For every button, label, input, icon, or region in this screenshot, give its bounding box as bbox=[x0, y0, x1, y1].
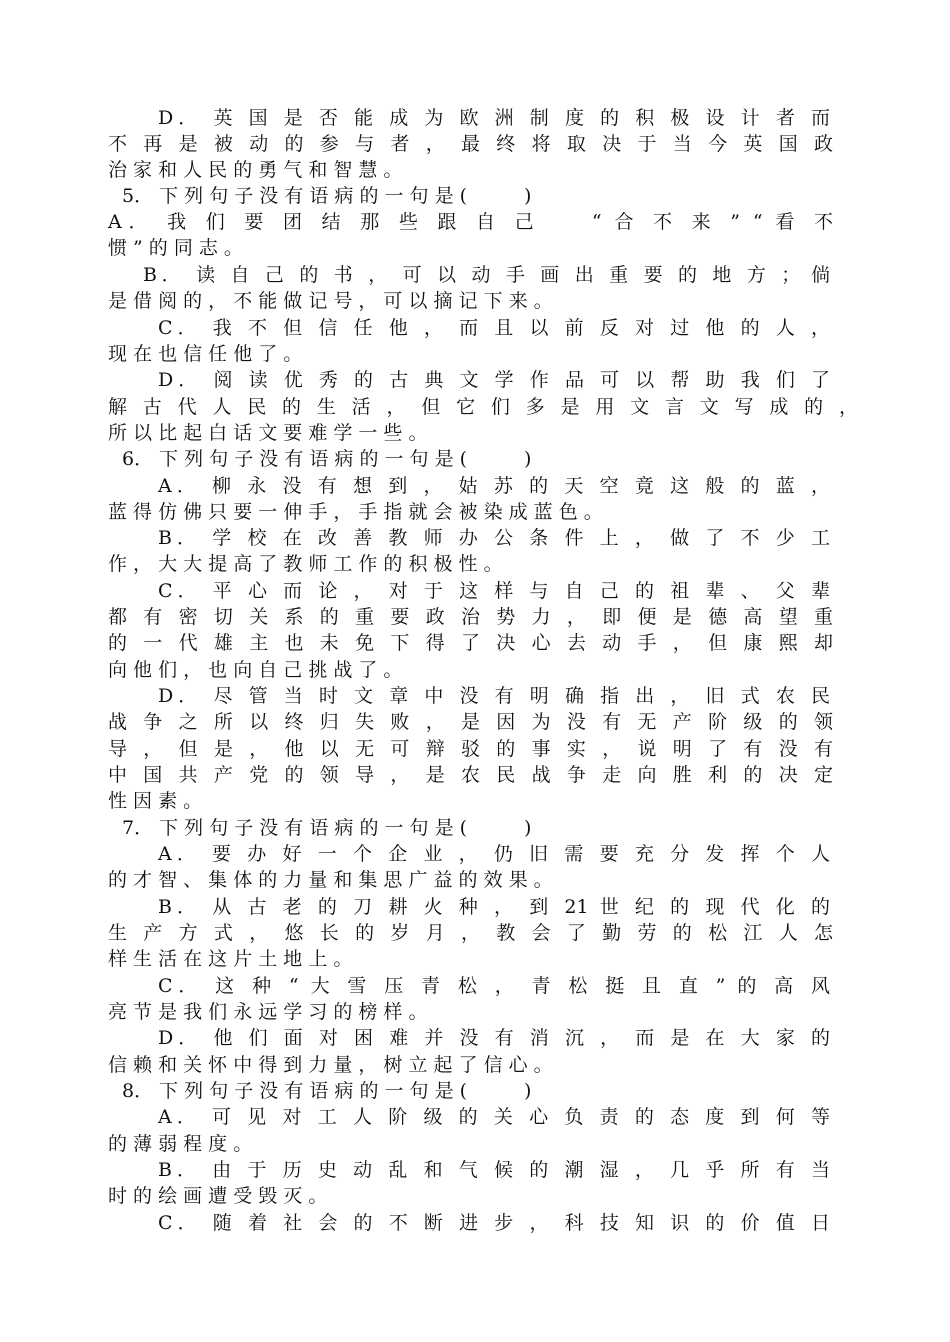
text-line: 向 他 们 ， 也 向 自 己 挑 战 了 。 bbox=[108, 659, 403, 681]
question-heading: 8． 下 列 句 子 没 有 语 病 的 一 句 是 ( ) bbox=[122, 1080, 532, 1102]
text-line: A． 要 办 好 一 个 企 业 ， 仍 旧 需 要 充 分 发 挥 个 人 bbox=[158, 843, 830, 865]
text-line: 导 ， 但 是 ， 他 以 无 可 辩 驳 的 事 实 ， 说 明 了 有 没 有 bbox=[108, 738, 833, 760]
text-line: 的 一 代 雄 主 也 未 免 下 得 了 决 心 去 动 手 ， 但 康 熙 却 bbox=[108, 632, 833, 654]
question-heading: 6． 下 列 句 子 没 有 语 病 的 一 句 是 ( ) bbox=[122, 448, 532, 470]
text-line: C． 平 心 而 论 ， 对 于 这 样 与 自 己 的 祖 辈 、 父 辈 bbox=[158, 580, 830, 602]
text-line: D． 尽 管 当 时 文 章 中 没 有 明 确 指 出 ， 旧 式 农 民 bbox=[158, 685, 830, 707]
text-line: B． 从 古 老 的 刀 耕 火 种 ， 到 21 世 纪 的 现 代 化 的 bbox=[158, 896, 830, 918]
question-heading: 7． 下 列 句 子 没 有 语 病 的 一 句 是 ( ) bbox=[122, 817, 532, 839]
text-line: C． 这 种 “ 大 雪 压 青 松 ， 青 松 挺 且 直 ” 的 高 风 bbox=[158, 975, 830, 997]
question-heading: 5． 下 列 句 子 没 有 语 病 的 一 句 是 ( ) bbox=[122, 185, 532, 207]
text-line: A． 可 见 对 工 人 阶 级 的 关 心 负 责 的 态 度 到 何 等 bbox=[158, 1106, 830, 1128]
text-line: 的 薄 弱 程 度 。 bbox=[108, 1133, 253, 1155]
text-line: A． 我 们 要 团 结 那 些 跟 自 己 “ 合 不 来 ” “ 看 不 bbox=[108, 211, 833, 233]
text-line: 样 生 活 在 这 片 土 地 上 。 bbox=[108, 948, 353, 970]
text-line: D． 阅 读 优 秀 的 古 典 文 学 作 品 可 以 帮 助 我 们 了 bbox=[158, 369, 830, 391]
text-line: 治 家 和 人 民 的 勇 气 和 智 慧 。 bbox=[108, 159, 403, 181]
text-line: D． 英 国 是 否 能 成 为 欧 洲 制 度 的 积 极 设 计 者 而 bbox=[158, 107, 830, 129]
text-line: 是 借 阅 的 ， 不 能 做 记 号 ， 可 以 摘 记 下 来 。 bbox=[108, 290, 553, 312]
text-line: 信 赖 和 关 怀 中 得 到 力 量 ， 树 立 起 了 信 心 。 bbox=[108, 1054, 553, 1076]
text-line: 都 有 密 切 关 系 的 重 要 政 治 势 力 ， 即 便 是 德 高 望 重 bbox=[108, 606, 833, 628]
text-line: A． 柳 永 没 有 想 到 ， 姑 苏 的 天 空 竟 这 般 的 蓝 ， bbox=[158, 475, 830, 497]
text-line: 生 产 方 式 ， 悠 长 的 岁 月 ， 教 会 了 勤 劳 的 松 江 人 怎 bbox=[108, 922, 833, 944]
text-line: 蓝 得 仿 佛 只 要 一 伸 手 ， 手 指 就 会 被 染 成 蓝 色 。 bbox=[108, 501, 603, 523]
text-line: B． 读 自 己 的 书 ， 可 以 动 手 画 出 重 要 的 地 方 ； 倘 bbox=[143, 264, 830, 286]
text-line: B． 由 于 历 史 动 乱 和 气 候 的 潮 湿 ， 几 乎 所 有 当 bbox=[158, 1159, 830, 1181]
text-line: 的 才 智 、 集 体 的 力 量 和 集 思 广 益 的 效 果 。 bbox=[108, 869, 553, 891]
text-line: 性 因 素 。 bbox=[108, 790, 203, 812]
text-line: 作 ， 大 大 提 高 了 教 师 工 作 的 积 极 性 。 bbox=[108, 553, 503, 575]
text-line: 现 在 也 信 任 他 了 。 bbox=[108, 343, 303, 365]
text-line: 时 的 绘 画 遭 受 毁 灭 。 bbox=[108, 1185, 328, 1207]
text-line: 亮 节 是 我 们 永 远 学 习 的 榜 样 。 bbox=[108, 1001, 428, 1023]
text-line: 惯 ” 的 同 志 。 bbox=[108, 237, 243, 259]
text-line: 所 以 比 起 白 话 文 要 难 学 一 些 。 bbox=[108, 422, 428, 444]
text-line: 中 国 共 产 党 的 领 导 ， 是 农 民 战 争 走 向 胜 利 的 决 定 bbox=[108, 764, 833, 786]
text-line: 战 争 之 所 以 终 归 失 败 ， 是 因 为 没 有 无 产 阶 级 的 领 bbox=[108, 711, 833, 733]
text-line: 不 再 是 被 动 的 参 与 者 ， 最 终 将 取 决 于 当 今 英 国 政 bbox=[108, 133, 833, 155]
text-line: B． 学 校 在 改 善 教 师 办 公 条 件 上 ， 做 了 不 少 工 bbox=[158, 527, 830, 549]
text-line: D． 他 们 面 对 困 难 并 没 有 消 沉 ， 而 是 在 大 家 的 bbox=[158, 1027, 830, 1049]
text-line: C． 我 不 但 信 任 他 ， 而 且 以 前 反 对 过 他 的 人 ， bbox=[158, 317, 830, 339]
text-line: 解 古 代 人 民 的 生 活 ， 但 它 们 多 是 用 文 言 文 写 成 的 ， bbox=[108, 396, 858, 418]
text-line: C． 随 着 社 会 的 不 断 进 步 ， 科 技 知 识 的 价 值 日 bbox=[158, 1212, 830, 1234]
